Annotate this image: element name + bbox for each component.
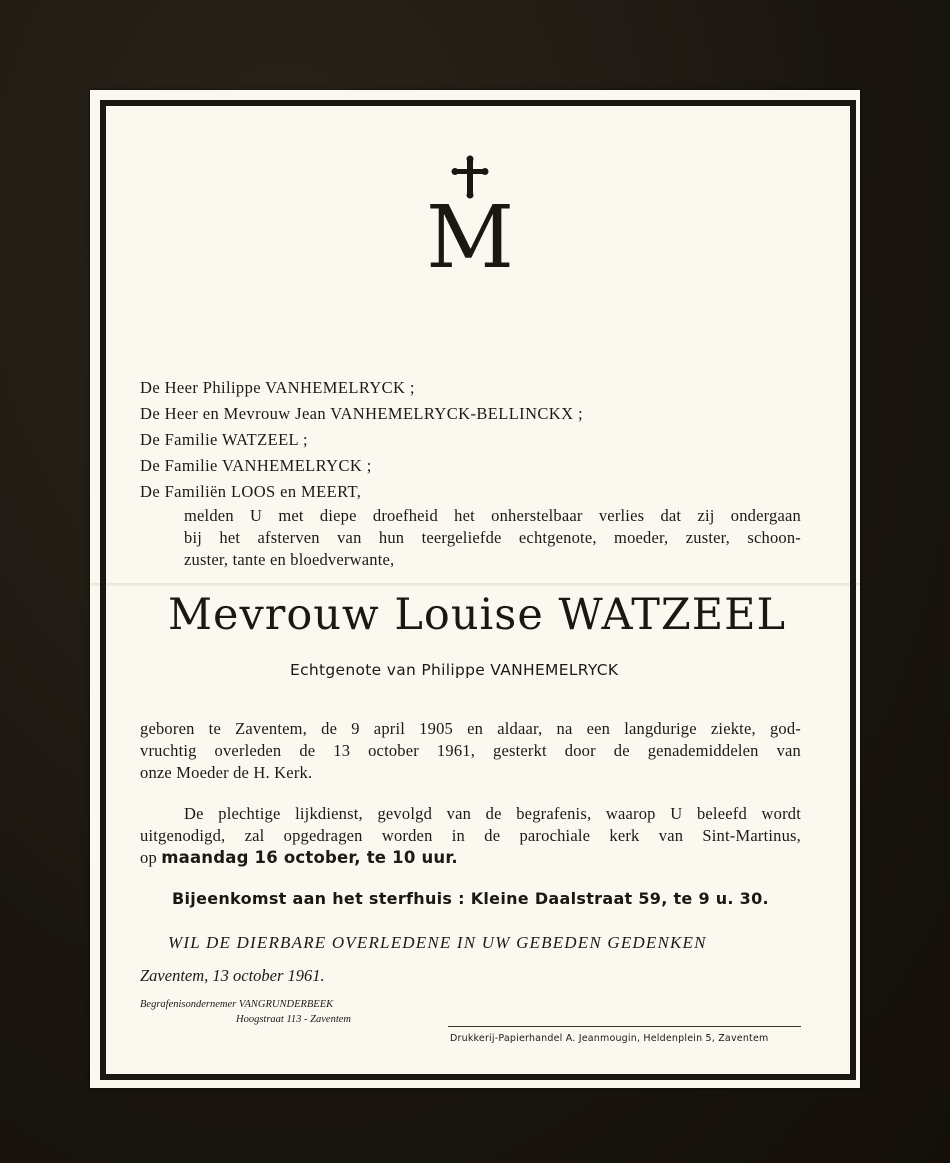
mourner-line: De Familie VANHEMELRYCK ; [140, 456, 372, 475]
undertaker-name: Begrafenisondernemer VANGRUNDERBEEK [140, 999, 334, 1010]
monogram-letter: M [425, 188, 515, 275]
marian-monogram-cross-icon [420, 155, 520, 275]
funeral-time: maandag 16 october, te 10 uur. [161, 848, 458, 867]
prayer-request: WIL DE DIERBARE OVERLEDENE IN UW GEBEDEN GEDENKEN [168, 933, 707, 952]
mourner-line: De Familiën LOOS en MEERT, [140, 482, 362, 501]
dateline: Zaventem, 13 october 1961. [140, 966, 325, 985]
printer-credit: Drukkerij-Papierhandel A. Jeanmougin, Heldenplein 5, Zaventem [450, 1033, 769, 1044]
birth-death-line: geboren te Zaventem, de 9 april 1905 en aldaar, na een langdurige ziekte, god- [140, 719, 801, 738]
deceased-name: Mevrouw Louise WATZEEL [168, 590, 787, 640]
mourner-line: De Familie WATZEEL ; [140, 430, 308, 449]
deceased-subtitle: Echtgenote van Philippe VANHEMELRYCK [290, 661, 619, 679]
announcement-line: bij het afsterven van hun teergeliefde echtgenote, moeder, zuster, schoon- [184, 528, 801, 547]
birth-death-line: vruchtig overleden de 13 october 1961, gesterkt door de genademiddelen van [140, 741, 801, 760]
announcement-paragraph [184, 505, 801, 571]
undertaker-address: Hoogstraat 113 - Zaventem [236, 1014, 352, 1025]
announcement-line: melden U met diepe droefheid het onherstelbaar verlies dat zij ondergaan [184, 506, 801, 525]
mourner-line: De Heer en Mevrouw Jean VANHEMELRYCK-BELLINCKX ; [140, 404, 583, 423]
printer-divider [448, 1026, 801, 1027]
assembly-notice: Bijeenkomst aan het sterfhuis : Kleine Daalstraat 59, te 9 u. 30. [172, 889, 769, 908]
funeral-line: uitgenodigd, zal opgedragen worden in de parochiale kerk van Sint-Martinus, [140, 826, 801, 845]
announcement-line: zuster, tante en bloedverwante, [184, 550, 395, 569]
funeral-paragraph [140, 803, 801, 869]
funeral-line-last [140, 847, 801, 869]
birth-death-paragraph [140, 718, 801, 784]
funeral-line: De plechtige lijkdienst, gevolgd van de begrafenis, waarop U beleefd wordt [184, 804, 801, 823]
mourner-line: De Heer Philippe VANHEMELRYCK ; [140, 378, 415, 397]
birth-death-line: onze Moeder de H. Kerk. [140, 763, 313, 782]
funeral-prefix: op [140, 848, 157, 867]
